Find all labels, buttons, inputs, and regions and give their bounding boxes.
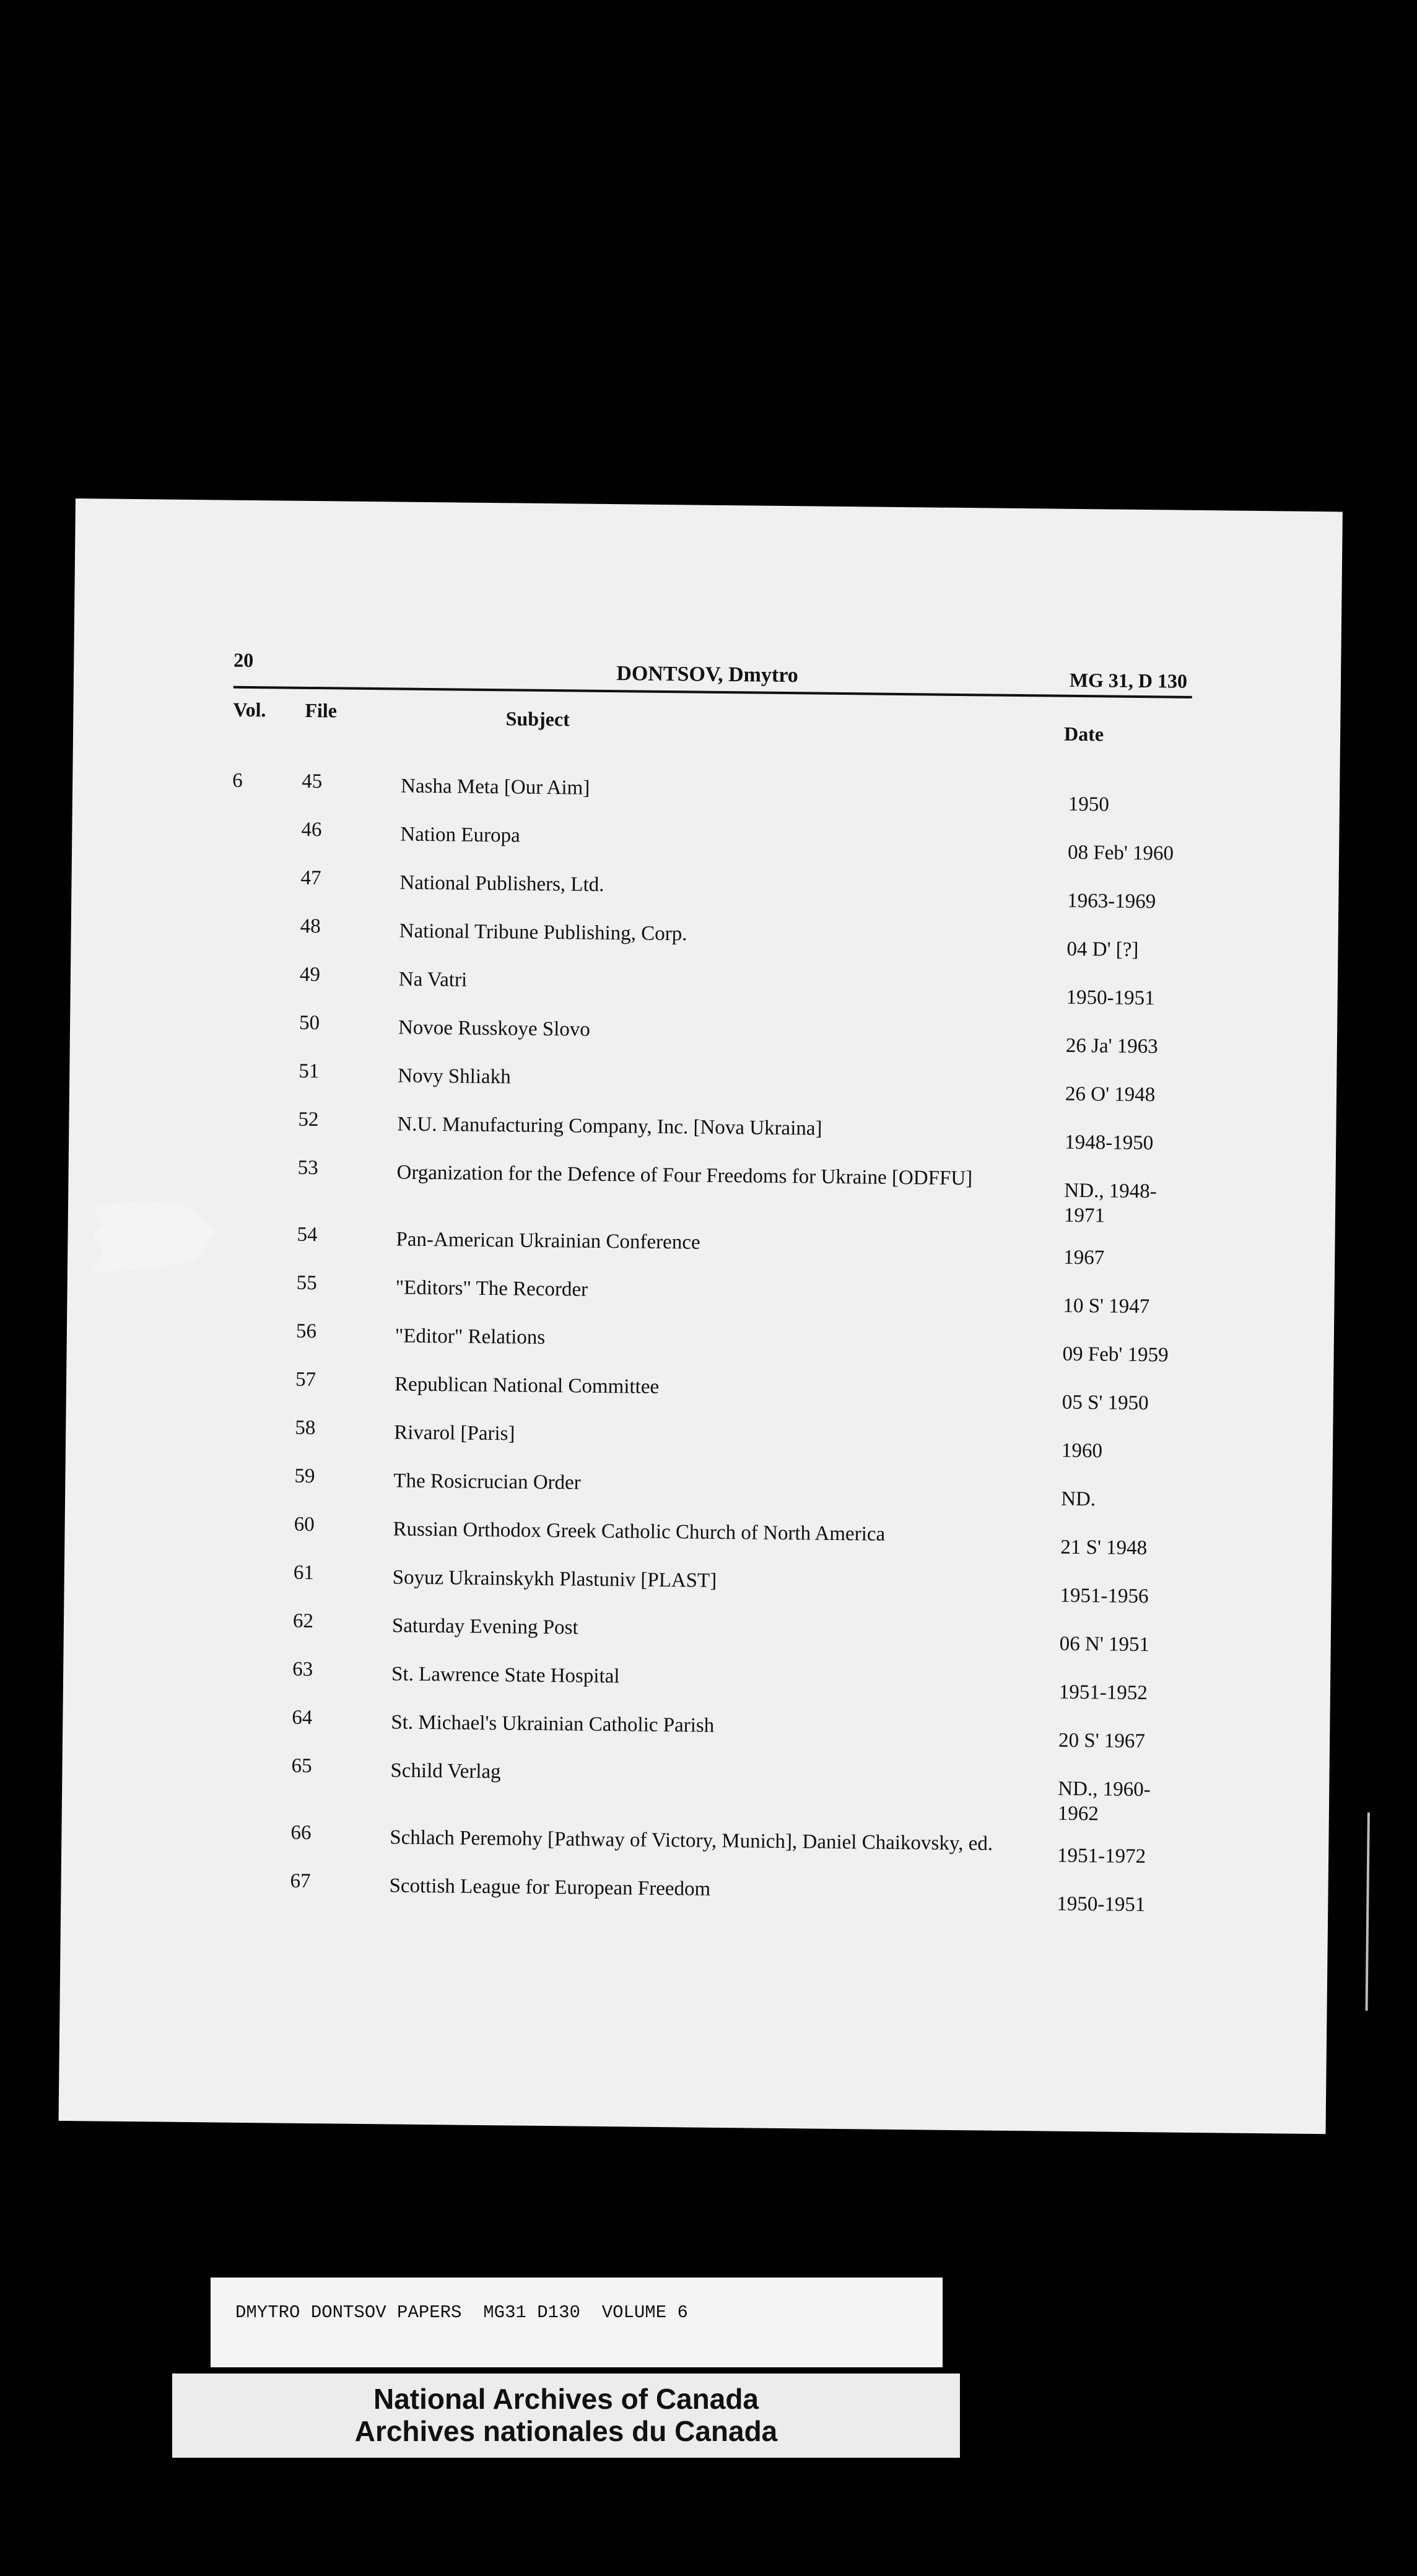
cell-file: 67 xyxy=(290,1869,311,1893)
cell-vol xyxy=(232,866,269,867)
cell-subject: Organization for the Defence of Four Freedoms for Ukraine [ODFFU] xyxy=(396,1161,973,1190)
cell-date: 26 Ja' 1963 xyxy=(1065,1034,1158,1058)
cell-subject: Republican National Committee xyxy=(394,1373,660,1398)
cell-vol xyxy=(228,1223,265,1224)
page-number: 20 xyxy=(233,648,254,672)
cell-subject: Na Vatri xyxy=(398,968,468,991)
volume-label-text: DMYTRO DONTSOV PAPERS MG31 D130 VOLUME 6 xyxy=(235,2302,688,2323)
cell-date: ND. xyxy=(1060,1487,1096,1511)
cell-file: 56 xyxy=(295,1320,317,1343)
cell-date: 1951-1952 xyxy=(1058,1681,1148,1705)
page-edge-mark xyxy=(1366,1812,1370,2011)
cell-file: 51 xyxy=(299,1060,320,1083)
cell-file: 58 xyxy=(295,1416,316,1440)
cell-file: 61 xyxy=(293,1561,315,1585)
cell-subject: Soyuz Ukrainskykh Plastuniv [PLAST] xyxy=(392,1566,717,1592)
cell-subject: Russian Orthodox Greek Catholic Church of North America xyxy=(393,1518,886,1546)
cell-file: 47 xyxy=(300,866,321,890)
cell-vol xyxy=(225,1416,263,1417)
cell-file: 63 xyxy=(292,1658,313,1681)
cell-file: 45 xyxy=(302,770,323,793)
archive-name-french: Archives nationales du Canada xyxy=(354,2415,778,2447)
cell-date: 20 S' 1967 xyxy=(1058,1729,1146,1753)
cell-vol xyxy=(223,1706,260,1707)
document-page xyxy=(59,498,1343,2134)
cell-vol xyxy=(221,1869,258,1870)
cell-file: 57 xyxy=(295,1368,316,1391)
column-header-vol: Vol. xyxy=(233,698,266,721)
cell-subject: Schlach Peremohy [Pathway of Victory, Munich], Daniel Chaikovsky, ed. xyxy=(390,1826,993,1855)
table-row xyxy=(228,1156,1195,1233)
column-header-subject: Subject xyxy=(505,707,570,731)
cell-date: 1950-1951 xyxy=(1057,1892,1146,1917)
cell-date: 1951-1956 xyxy=(1060,1584,1149,1608)
cell-vol xyxy=(224,1609,261,1610)
cell-file: 64 xyxy=(292,1706,313,1730)
cell-file: 54 xyxy=(297,1223,318,1247)
cell-date: ND., 1960-1962 xyxy=(1057,1777,1151,1825)
cell-subject: St. Lawrence State Hospital xyxy=(391,1663,620,1688)
cell-file: 46 xyxy=(301,818,322,842)
cell-date: 1963-1969 xyxy=(1067,889,1156,913)
cell-date: 04 D' [?] xyxy=(1066,938,1139,962)
cell-file: 66 xyxy=(290,1821,312,1845)
cell-vol xyxy=(224,1561,261,1562)
cell-date: 26 O' 1948 xyxy=(1065,1082,1156,1107)
cell-subject: Pan-American Ukrainian Conference xyxy=(396,1228,700,1254)
cell-date: 1948-1950 xyxy=(1065,1131,1154,1155)
cell-vol xyxy=(232,818,269,819)
cell-subject: Scottish League for European Freedom xyxy=(389,1874,711,1900)
cell-vol xyxy=(227,1271,264,1272)
cell-date: 21 S' 1948 xyxy=(1060,1536,1148,1560)
cell-subject: Rivarol [Paris] xyxy=(394,1421,515,1445)
cell-file: 60 xyxy=(294,1513,315,1536)
column-header-date: Date xyxy=(1063,722,1104,746)
cell-file: 49 xyxy=(299,963,321,986)
cell-date: 10 S' 1947 xyxy=(1063,1294,1150,1318)
cell-subject: The Rosicrucian Order xyxy=(393,1469,581,1494)
cell-subject: "Editor" Relations xyxy=(395,1325,546,1349)
cell-file: 48 xyxy=(300,915,321,938)
cell-subject: Novy Shliakh xyxy=(398,1064,511,1089)
cell-vol xyxy=(230,963,268,964)
cell-date: 1960 xyxy=(1061,1439,1103,1463)
cell-subject: "Editors" The Recorder xyxy=(395,1276,588,1301)
cell-date: 08 Feb' 1960 xyxy=(1067,841,1174,865)
cell-subject: National Publishers, Ltd. xyxy=(399,871,604,896)
table-row xyxy=(222,1754,1188,1831)
cell-file: 53 xyxy=(297,1156,318,1180)
cell-subject: Nasha Meta [Our Aim] xyxy=(400,775,590,799)
cell-date: 1951-1972 xyxy=(1057,1844,1146,1868)
cell-file: 50 xyxy=(299,1011,320,1035)
cell-subject: Schild Verlag xyxy=(390,1759,501,1783)
cell-file: 59 xyxy=(294,1464,315,1488)
cell-date: 06 N' 1951 xyxy=(1059,1632,1150,1656)
cell-vol xyxy=(222,1754,259,1755)
cell-vol xyxy=(222,1821,259,1822)
page-title: DONTSOV, Dmytro xyxy=(616,662,798,687)
cell-file: 52 xyxy=(298,1108,319,1131)
cell-date: 05 S' 1950 xyxy=(1062,1391,1149,1415)
reference-code: MG 31, D 130 xyxy=(1069,668,1188,692)
cell-date: 1967 xyxy=(1063,1246,1105,1269)
cell-subject: National Tribune Publishing, Corp. xyxy=(399,920,687,946)
cell-date: 09 Feb' 1959 xyxy=(1062,1342,1169,1367)
cell-date: 1950 xyxy=(1068,793,1110,816)
cell-subject: St. Michael's Ukrainian Catholic Parish xyxy=(391,1711,715,1737)
cell-subject: Saturday Evening Post xyxy=(391,1614,578,1639)
cell-subject: N.U. Manufacturing Company, Inc. [Nova Ukraina] xyxy=(397,1113,822,1140)
column-header-file: File xyxy=(305,698,338,722)
cell-file: 62 xyxy=(292,1609,314,1633)
cell-file: 55 xyxy=(296,1271,317,1295)
cell-file: 65 xyxy=(291,1754,312,1778)
cell-vol xyxy=(230,1011,267,1012)
cell-subject: Novoe Russkoye Slovo xyxy=(398,1016,591,1041)
cell-date: 1950-1951 xyxy=(1066,986,1155,1010)
file-list xyxy=(220,770,1198,1928)
cell-vol xyxy=(229,1156,266,1157)
cell-date: ND., 1948-1971 xyxy=(1063,1179,1157,1227)
cell-vol: 6 xyxy=(232,769,243,792)
cell-subject: Nation Europa xyxy=(400,823,520,847)
table-row xyxy=(220,1869,1187,1928)
volume-label-strip xyxy=(211,2278,943,2367)
archive-credit-strip xyxy=(172,2374,960,2458)
cell-vol xyxy=(225,1464,263,1465)
archive-name-english: National Archives of Canada xyxy=(373,2383,759,2415)
